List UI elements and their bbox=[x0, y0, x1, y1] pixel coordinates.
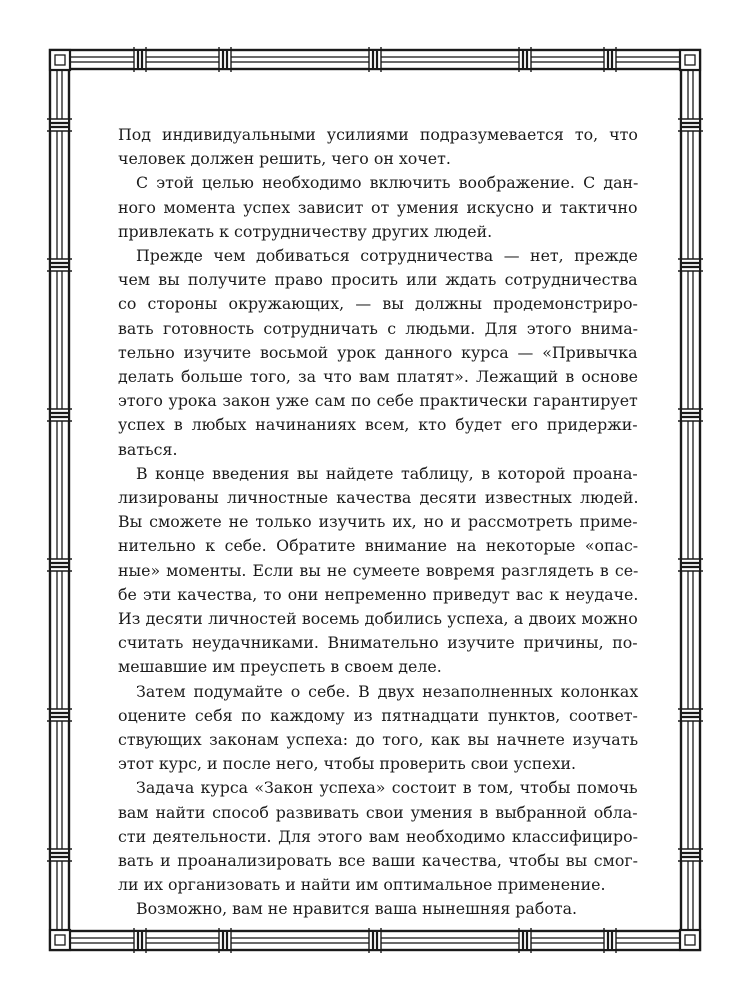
text-line: бе эти качества, то они непременно приведут вас к неудаче. bbox=[118, 584, 639, 604]
text-line: оцените себя по каждому из пятнадцати пунктов, соответ- bbox=[118, 705, 638, 725]
text-line: ваться. bbox=[118, 439, 178, 459]
frame-knot-gap bbox=[604, 932, 616, 949]
text-line: сти деятельности. Для этого вам необходимо классифициро- bbox=[118, 826, 638, 846]
frame-knot-gap bbox=[604, 51, 616, 68]
frame-knot-gap bbox=[682, 559, 699, 571]
text-line: со стороны окружающих, — вы должны продемонстриро- bbox=[118, 294, 638, 314]
text-line: Вы сможете не только изучить их, но и рассмотреть приме- bbox=[118, 512, 638, 532]
frame-corner-gap bbox=[680, 50, 700, 70]
frame-knot-gap bbox=[51, 709, 68, 721]
frame-knot-gap bbox=[682, 259, 699, 271]
frame-knot-gap bbox=[51, 559, 68, 571]
text-line: Затем подумайте о себе. В двух незаполненных колонках bbox=[136, 681, 639, 701]
text-line: С этой целью необходимо включить воображение. С дан- bbox=[136, 173, 639, 193]
text-line: Задача курса «Закон успеха» состоит в том, чтобы помочь bbox=[136, 778, 638, 798]
frame-knot-gap bbox=[219, 51, 231, 68]
text-line: ствующих законам успеха: до того, как вы начнете изучать bbox=[118, 730, 639, 749]
text-line: считать неудачниками. Внимательно изучите причины, по- bbox=[118, 633, 638, 653]
text-line: мешавшие им преуспеть в своем деле. bbox=[118, 657, 442, 677]
frame-knot-gap bbox=[51, 409, 68, 421]
text-line: нительно к себе. Обратите внимание на некоторые «опас- bbox=[118, 536, 639, 556]
text-line: чем вы получите право просить или ждать сотрудничества bbox=[118, 270, 638, 290]
text-line: вать готовность сотрудничать с людьми. Для этого внима- bbox=[118, 318, 638, 338]
frame-knot-gap bbox=[51, 119, 68, 131]
frame-knot-gap bbox=[51, 849, 68, 861]
frame-knot-gap bbox=[134, 51, 146, 68]
text-line: привлекать к сотрудничеству других людей. bbox=[118, 221, 493, 241]
text-line: тельно изучите восьмой урок данного курса — «Привычка bbox=[118, 342, 638, 362]
text-line: делать больше того, за что вам платят». Лежащий в основе bbox=[118, 367, 639, 386]
frame-knot-gap bbox=[682, 849, 699, 861]
frame-knot-gap bbox=[369, 932, 381, 949]
text-line: Из десяти личностей восемь добились успеха, а двоих можно bbox=[118, 609, 638, 628]
frame-knot-gap bbox=[134, 932, 146, 949]
text-line: вать и проанализировать все ваши качества, чтобы вы смог- bbox=[118, 851, 638, 870]
text-line: Возможно, вам не нравится ваша нынешняя работа. bbox=[136, 899, 578, 919]
frame-corner-gap bbox=[680, 930, 700, 950]
text-line: ные» моменты. Если вы не сумеете вовремя разглядеть в се- bbox=[118, 560, 639, 580]
text-line: этого урока закон уже сам по себе практически гарантирует bbox=[118, 391, 638, 411]
frame-knot-gap bbox=[369, 51, 381, 68]
frame-knot-gap bbox=[219, 932, 231, 949]
text-line: вам найти способ развивать свои умения в выбранной обла- bbox=[118, 802, 638, 822]
frame-knot-gap bbox=[519, 51, 531, 68]
text-line: этот курс, и после него, чтобы проверить свои успехи. bbox=[118, 754, 577, 774]
frame-corner-gap bbox=[50, 50, 70, 70]
frame-knot-gap bbox=[682, 409, 699, 421]
frame-knot-gap bbox=[682, 119, 699, 131]
text-line: ного момента успех зависит от умения искусно и тактично bbox=[118, 197, 638, 217]
frame-knot-gap bbox=[519, 932, 531, 949]
text-line: В конце введения вы найдете таблицу, в которой проана- bbox=[136, 463, 638, 483]
text-line: ли их организовать и найти им оптимальное применение. bbox=[118, 875, 606, 895]
text-line: Под индивидуальными усилиями подразумевается то, что bbox=[118, 125, 638, 144]
frame-corner-gap bbox=[50, 930, 70, 950]
text-line: успех в любых начинаниях всем, кто будет его придержи- bbox=[118, 415, 638, 435]
frame-knot-gap bbox=[51, 259, 68, 271]
text-line: Прежде чем добиваться сотрудничества — нет, прежде bbox=[136, 246, 638, 265]
text-line: человек должен решить, чего он хочет. bbox=[118, 149, 451, 169]
text-line: лизированы личностные качества десяти известных людей. bbox=[118, 488, 639, 507]
frame-knot-gap bbox=[682, 709, 699, 721]
